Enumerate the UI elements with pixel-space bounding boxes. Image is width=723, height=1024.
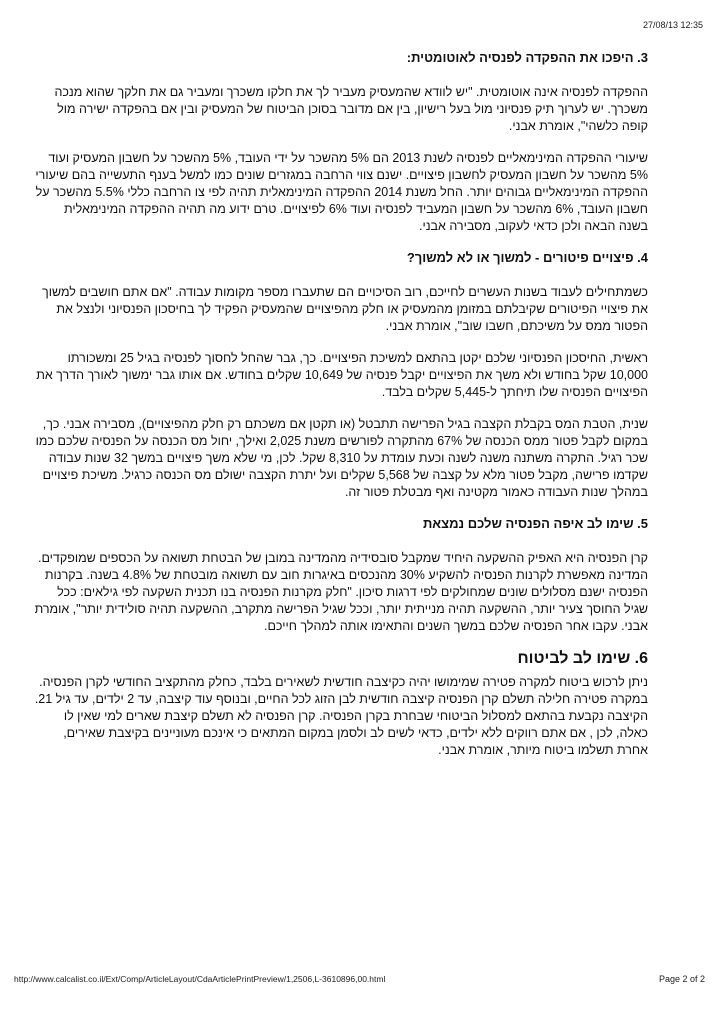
paragraph: שיעורי ההפקדה המינימאליים לפנסיה לשנת 2013 הם 5% מהשכר על ידי העובד, 5% מהשכר על חשבון המעסיק ועוד 5% מהשכר על חשבון המעסיק לחשבון פיצויים. ישנם צווי הרחבה במגזרים שונים כמו למשל בענף התעשייה בהם שיעורי ההפקדה המינימאליים גבוהים יותר. החל משנת 2014 ההפקדה המינימאלית תהיה לפי צו הרחבה כללי 5.5% מהשכר על חשבון העובד, 6% מהשכר על חשבון המעביד לפנסיה ועוד 6% לפיצויים. טרם ידוע מה תהיה ההפקדה המינימאלית בשנה הבאה ולכן כדאי לעקוב, מסבירה אבני. bbox=[35, 151, 648, 233]
paragraph: ההפקדה לפנסיה אינה אוטומטית. "יש לוודא שהמעסיק מעביר לך את חלקו משכרך ומעביר גם את חלקך שהוא מנכה משכרך. יש לערוך תיק פנסיוני מול בעל רישיון, בין אם מדובר בסוכן הביטוח של המעסיק ובין אם בהפקדה ישירה מול קופה כלשהי", אומרת אבני. bbox=[54, 85, 648, 133]
paragraph: כשמתחילים לעבוד בשנות העשרים לחייכם, רוב הסיכויים הם שתעברו מספר מקומות עבודה. "אם אתם חושבים למשוך את פיצויי הפיטורים שקיבלתם במזומן מהמעסיק או חלק מהפיצויים שהמעסיק הפקיד לך בחיסכון הפנסיוני ולנצל את הפטור ממס על משיכתם, חשבו שוב", אומרת אבני. bbox=[42, 285, 648, 333]
paragraph: ראשית, החיסכון הפנסיוני שלכם יקטן בהתאם למשיכת הפיצויים. כך, גבר שהחל לחסוך לפנסיה בגיל 25 ומשכורתו 10,000 שקל בחודש ולא משך את הפיצויים יקבל פנסיה של 10,649 שקלים בחודש. אם אותו גבר ימשוך לאורך הדרך את הפיצויים הפנסיה שלו תיחתך ל-5,445 שקלים בלבד. bbox=[36, 351, 648, 399]
paragraph: שנית, הטבת המס בקבלת הקצבה בגיל הפרישה תתבטל (או תקטן אם משכתם רק חלק מהפיצויים), מסבירה אבני. כך, במקום לקבל פטור ממס הכנסה של 67% מהתקרה לפורשים משנת 2,025 ואילך, יחול מס הכנסה על הפנסיה שלכם כמו שכר רגיל. התקרה משתנה משנה לשנה וכעת עומדת על 8,310 שקל. לכן, מי שלא משך פיצויים במשך 32 שנות עבודה שקדמו פרישה, מקבל פטור מלא על קצבה של 5,568 שקלים ועל יתרת הקצבה ישולם מס הכנסה כרגיל. משיכת פיצויים במהלך שנות העבודה כאמור מקטינה ואף מבטלת פטור זה. bbox=[35, 417, 648, 499]
section-4 bbox=[34, 250, 648, 501]
section-6 bbox=[34, 650, 648, 759]
section-5 bbox=[34, 516, 648, 635]
section-3 bbox=[34, 50, 648, 235]
paragraph: קרן הפנסיה היא האפיק ההשקעה היחיד שמקבל סובסידיה מהמדינה במובן של הבטחת תשואה על הכספים שמופקדים. המדינה מאפשרת לקרנות הפנסיה להשקיע 30% מהנכסים באיגרות חוב עם תשואה מובטחת של 4.8% בשנה. בקרנות הפנסיה ישנם מסלולים שונים שמחולקים לפי דרגות סיכון. "חלק מקרנות הפנסיה בנו תכנית השקעה לפי גילאים: ככל שגיל החוסך צעיר יותר, ההשקעה תהיה מנייתית יותר, וככל שגיל הפרישה מתקרב, ההשקעה תהיה סולידית יותר", אומרת אבני. עקבו אחר הפנסיה שלכם במשך השנים והתאימו אותה למהלך חייכם. bbox=[34, 551, 648, 633]
section-heading: 4. פיצויים פיטורים - למשוך או לא למשוך? bbox=[406, 250, 648, 265]
article-body bbox=[34, 50, 648, 774]
print-date: 27/08/13 12:35 bbox=[642, 20, 703, 30]
footer-url: http://www.calcalist.co.il/Ext/Comp/ArticleLayout/CdaArticlePrintPreview/1,2506,L-3610896,00.html bbox=[14, 974, 386, 984]
section-heading: 6. שימו לב לביטוח bbox=[517, 650, 648, 667]
section-heading: 3. היפכו את ההפקדה לפנסיה לאוטומטית: bbox=[406, 50, 648, 65]
page-number: Page 2 of 2 bbox=[658, 974, 705, 984]
section-heading: 5. שימו לב איפה הפנסיה שלכם נמצאת bbox=[422, 516, 648, 531]
paragraph: ניתן לרכוש ביטוח למקרה פטירה שמימושו יהיה כקיצבה חודשית לשאירים בלבד, כחלק מהתקציב החודשי לקרן הפנסיה. במקרה פטירה חלילה תשלם קרן הפנסיה קיצבה חודשית לבן הזוג לכל החיים, ובנוסף עוד קיצבה, עד 2 ילדים, עד גיל 21. הקיצבה נקבעת בהתאם למסלול הביטוחי שבחרת בקרן הפנסיה. קרן הפנסיה לא תשלם קיצבת שארים למי שאין לו כאלה, לכן , אם אתם רווקים ללא ילדים, כדאי לשים לב ולסמן במקום המתאים כי אינכם מעוניינים בקיצבת שאירים, אחרת תשלמו ביטוח מיותר, אומרת אבני. bbox=[34, 675, 648, 757]
